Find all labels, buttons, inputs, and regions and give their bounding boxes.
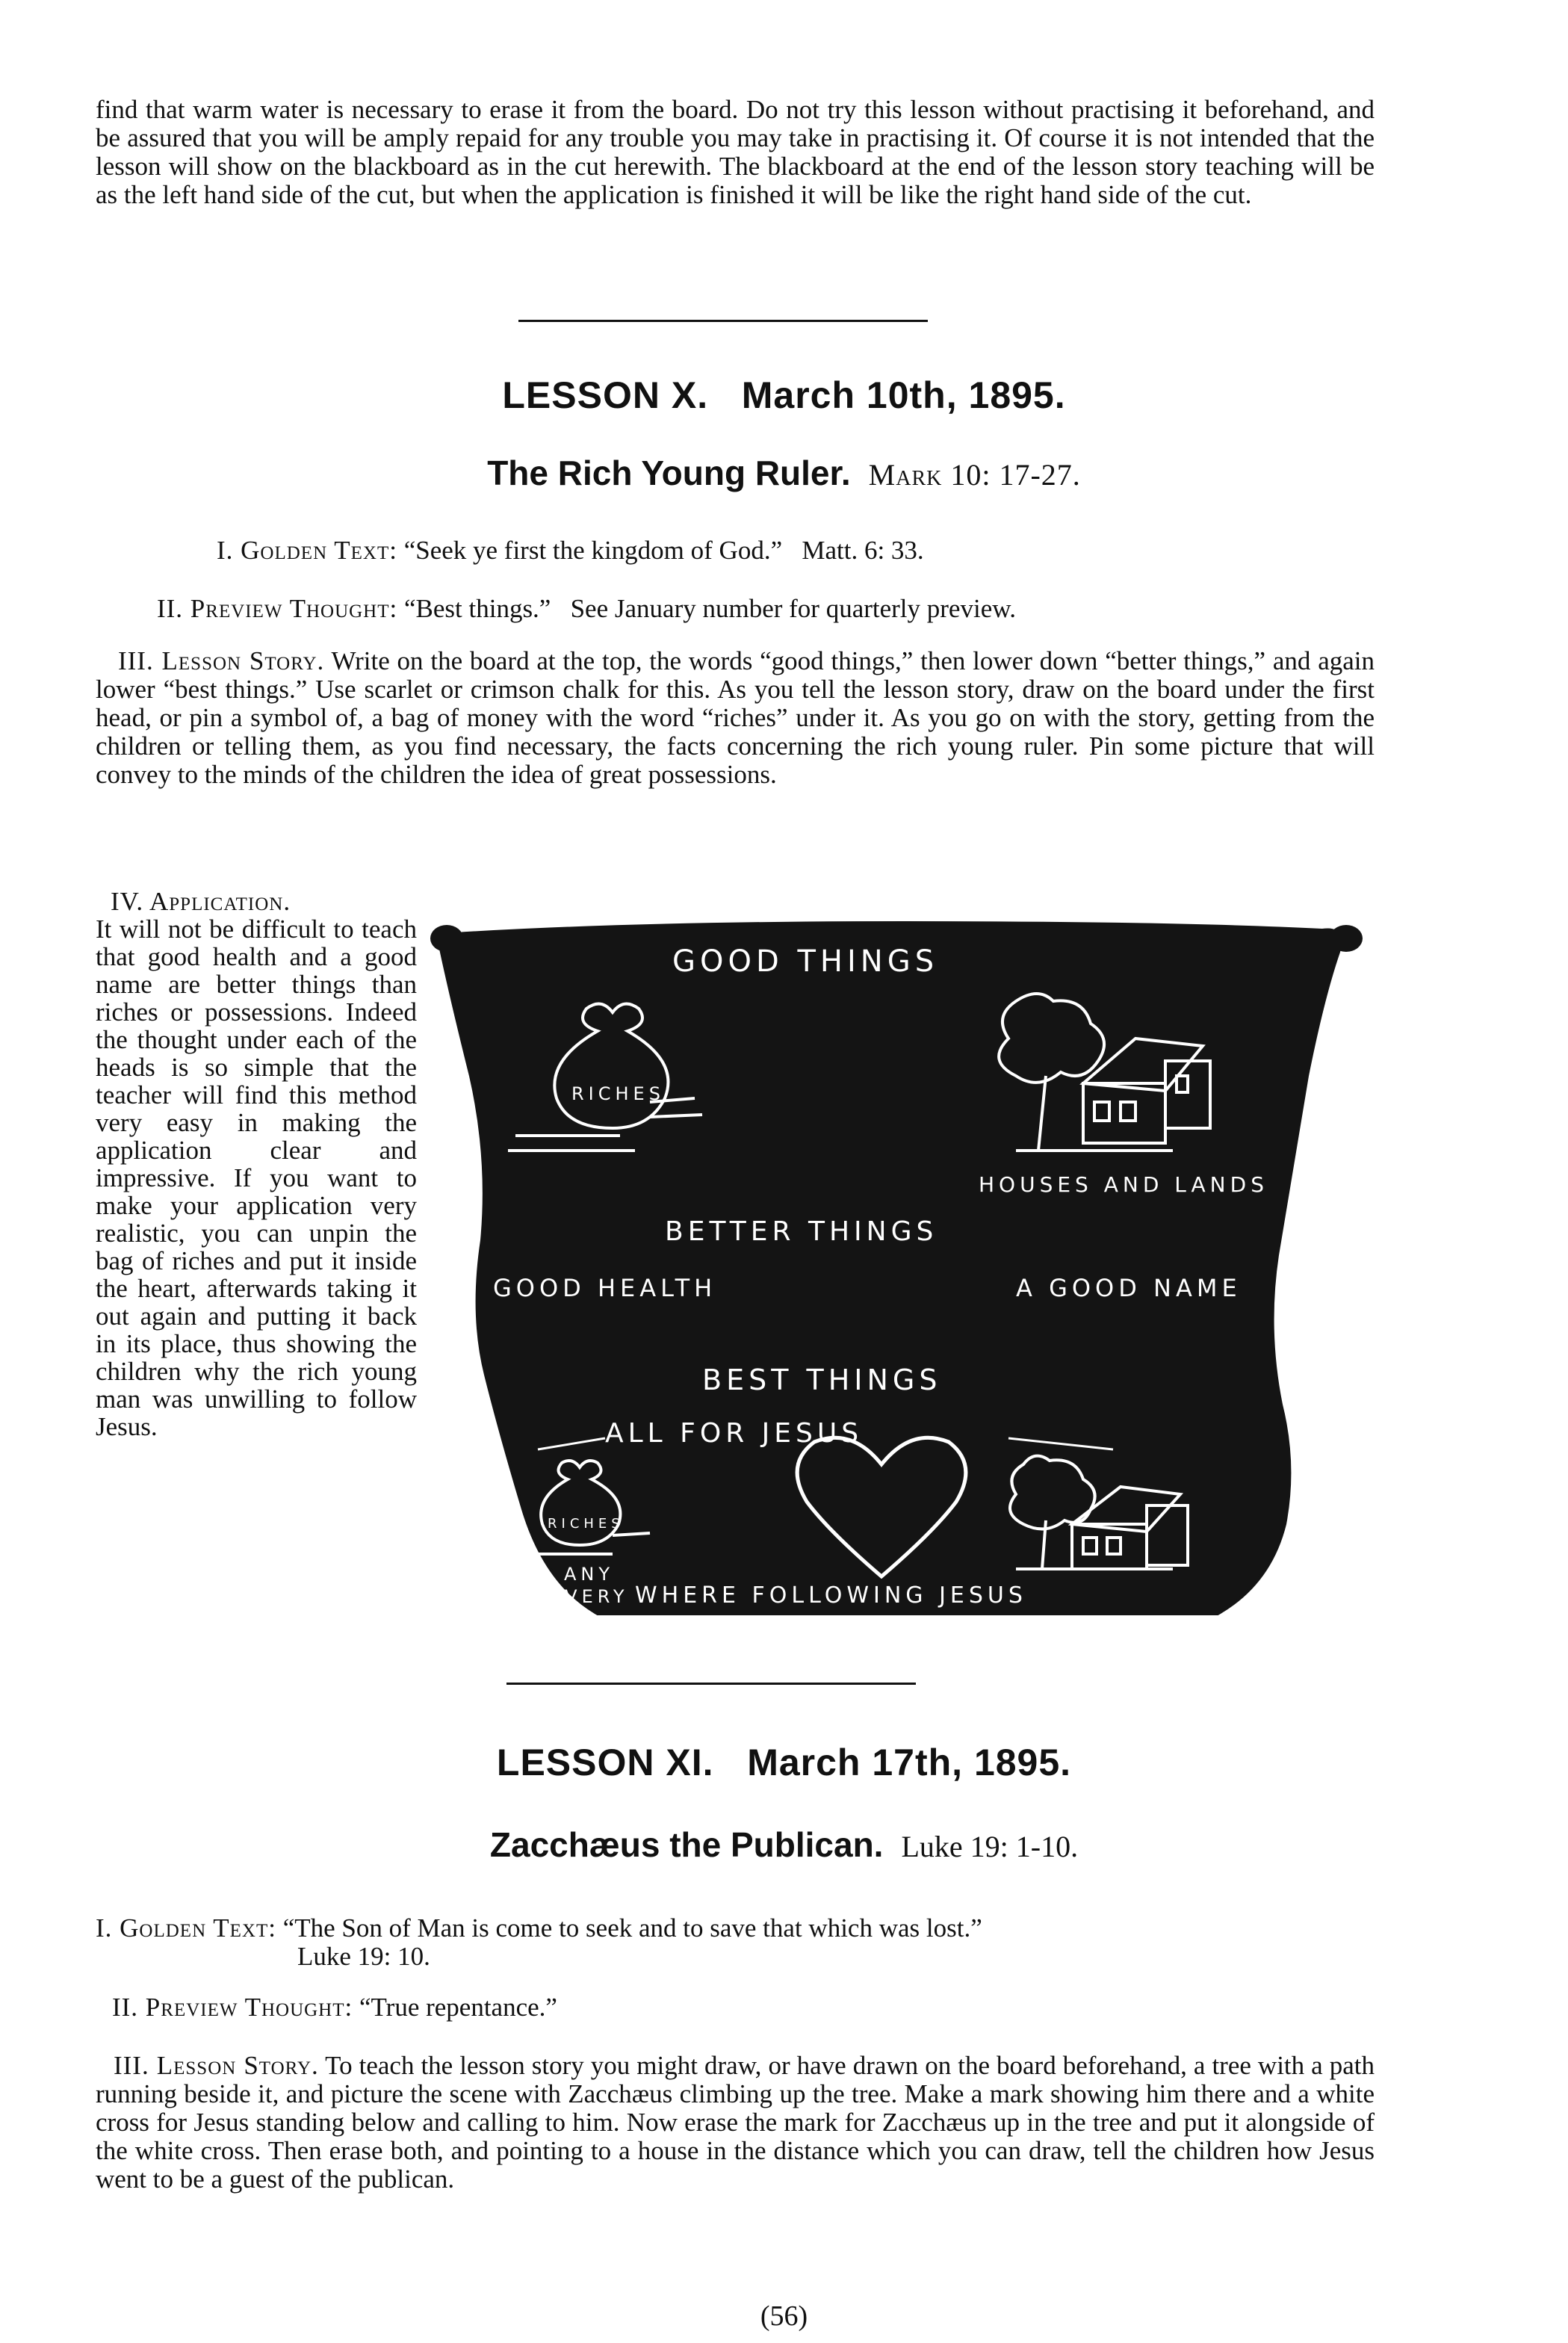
lesson-11-preview [112, 1993, 1307, 2022]
blackboard-shape [439, 923, 1341, 1614]
preview-label-11: II. Preview Thought: [112, 1993, 353, 2022]
lesson-11-story [96, 2052, 1375, 2194]
board-any: ANY [564, 1564, 615, 1585]
board-every: EVERY [549, 1586, 629, 1607]
lesson-10-preview [157, 595, 1367, 623]
lesson-10-story [96, 647, 1375, 789]
lesson-11-heading: LESSON XI. March 17th, 1895. [496, 1742, 1072, 1783]
intro-text: find that warm water is necessary to erase it from the board. Do not try this lesson without practising it beforehand, and be assured that you will be amply repaid for any trouble you may take in practising it. Of course it is not intended that the lesson will show on the blackboard as in the cut herewith. The blackboard at the end of the lesson story teaching will be as the left hand side of the cut, but when the application is finished it will be like the right hand side of the cut. [96, 95, 1375, 209]
golden-text-ref-11: Luke 19: 10. [297, 1942, 430, 1971]
golden-text-label-11: I. Golden Text: [96, 1913, 276, 1943]
lesson-10-reference: Mark 10: 17-27. [868, 458, 1081, 492]
board-all-for-jesus: ALL FOR JESUS [605, 1418, 864, 1449]
board-best-things: BEST THINGS [702, 1364, 942, 1396]
golden-text-content: “Seek ye first the kingdom of God.” Matt. 6: 33. [403, 536, 924, 565]
lesson-10-title: The Rich Young Ruler. [487, 454, 851, 492]
lesson-10-title-line [0, 453, 1568, 493]
board-better-things: BETTER THINGS [665, 1216, 938, 1247]
application-label-text: IV. Application. [111, 887, 291, 916]
board-good-health: GOOD HEALTH [493, 1274, 717, 1302]
page-number: (56) [760, 2300, 808, 2332]
board-riches-top: RICHES [571, 1083, 665, 1104]
blackboard-svg [426, 911, 1375, 1629]
section-divider-2 [506, 1683, 916, 1685]
lesson-11-title: Zacchæus the Publican. [489, 1825, 884, 1864]
lesson-10-golden-text [217, 536, 1337, 565]
board-where-following-jesus: WHERE FOLLOWING JESUS [635, 1582, 1027, 1609]
board-scroll-right [1330, 925, 1363, 952]
golden-text-content-11: “The Son of Man is come to seek and to save that which was lost.” [282, 1913, 982, 1943]
preview-content-11: “True repentance.” [359, 1993, 557, 2022]
lesson-11-reference: Luke 19: 1-10. [901, 1830, 1079, 1863]
application-content: It will not be difficult to teach that good health and a good name are better things than riches or possessions. Indeed the thought under each of the heads is so simple that the teacher will find this method very easy in making the application clear and impressive. If you want to make your application very realistic, you can unpin the bag of riches and put it inside the heart, afterwards taking it out again and putting it back in its place, thus showing the children why the rich young man was unwilling to follow Jesus. [96, 914, 417, 1441]
blackboard-illustration [426, 911, 1375, 1629]
lesson-10-application [96, 888, 417, 1440]
preview-label: II. Preview Thought: [157, 594, 398, 623]
lesson-11-golden-text [96, 1914, 1375, 1971]
lesson-10-heading: LESSON X. March 10th, 1895. [502, 374, 1066, 416]
board-a-good-name: A GOOD NAME [1016, 1274, 1242, 1302]
story-content: Write on the board at the top, the words “good things,” then lower down “better things,” and again lower “best things.” Use scarlet or crimson chalk for this. As you tell the lesson story, draw on the board under the first head, or pin a symbol of, a bag of money with the word “riches” under it. As you go on with the story, getting from the children or telling them, as you find necessary, the facts concerning the rich young ruler. Pin some picture that will convey to the minds of the children the idea of great possessions. [96, 646, 1375, 789]
board-scroll-left [430, 925, 463, 952]
story-label: III. Lesson Story. [118, 646, 325, 675]
application-label [96, 888, 417, 915]
lesson-11-title-line [0, 1824, 1568, 1865]
golden-text-label: I. Golden Text: [217, 536, 397, 565]
section-divider [518, 320, 928, 322]
board-good-things: GOOD THINGS [672, 944, 939, 979]
board-houses-and-lands: HOUSES AND LANDS [979, 1172, 1268, 1197]
preview-content: “Best things.” See January number for quarterly preview. [403, 594, 1016, 623]
story-content-11: To teach the lesson story you might draw, or have drawn on the board beforehand, a tree with a path running beside it, and picture the scene with Zacchæus climbing up the tree. Make a mark showing him there and a white cross for Jesus standing below and calling to him. Now erase the mark for Zacchæus up in the tree and put it alongside of the white cross. Then erase both, and pointing to a house in the distance which you can draw, tell the children how Jesus went to be a guest of the publican. [96, 2051, 1375, 2194]
board-riches-bottom: RICHES [548, 1516, 625, 1532]
intro-paragraph [96, 96, 1375, 209]
story-label-11: III. Lesson Story. [114, 2051, 319, 2080]
